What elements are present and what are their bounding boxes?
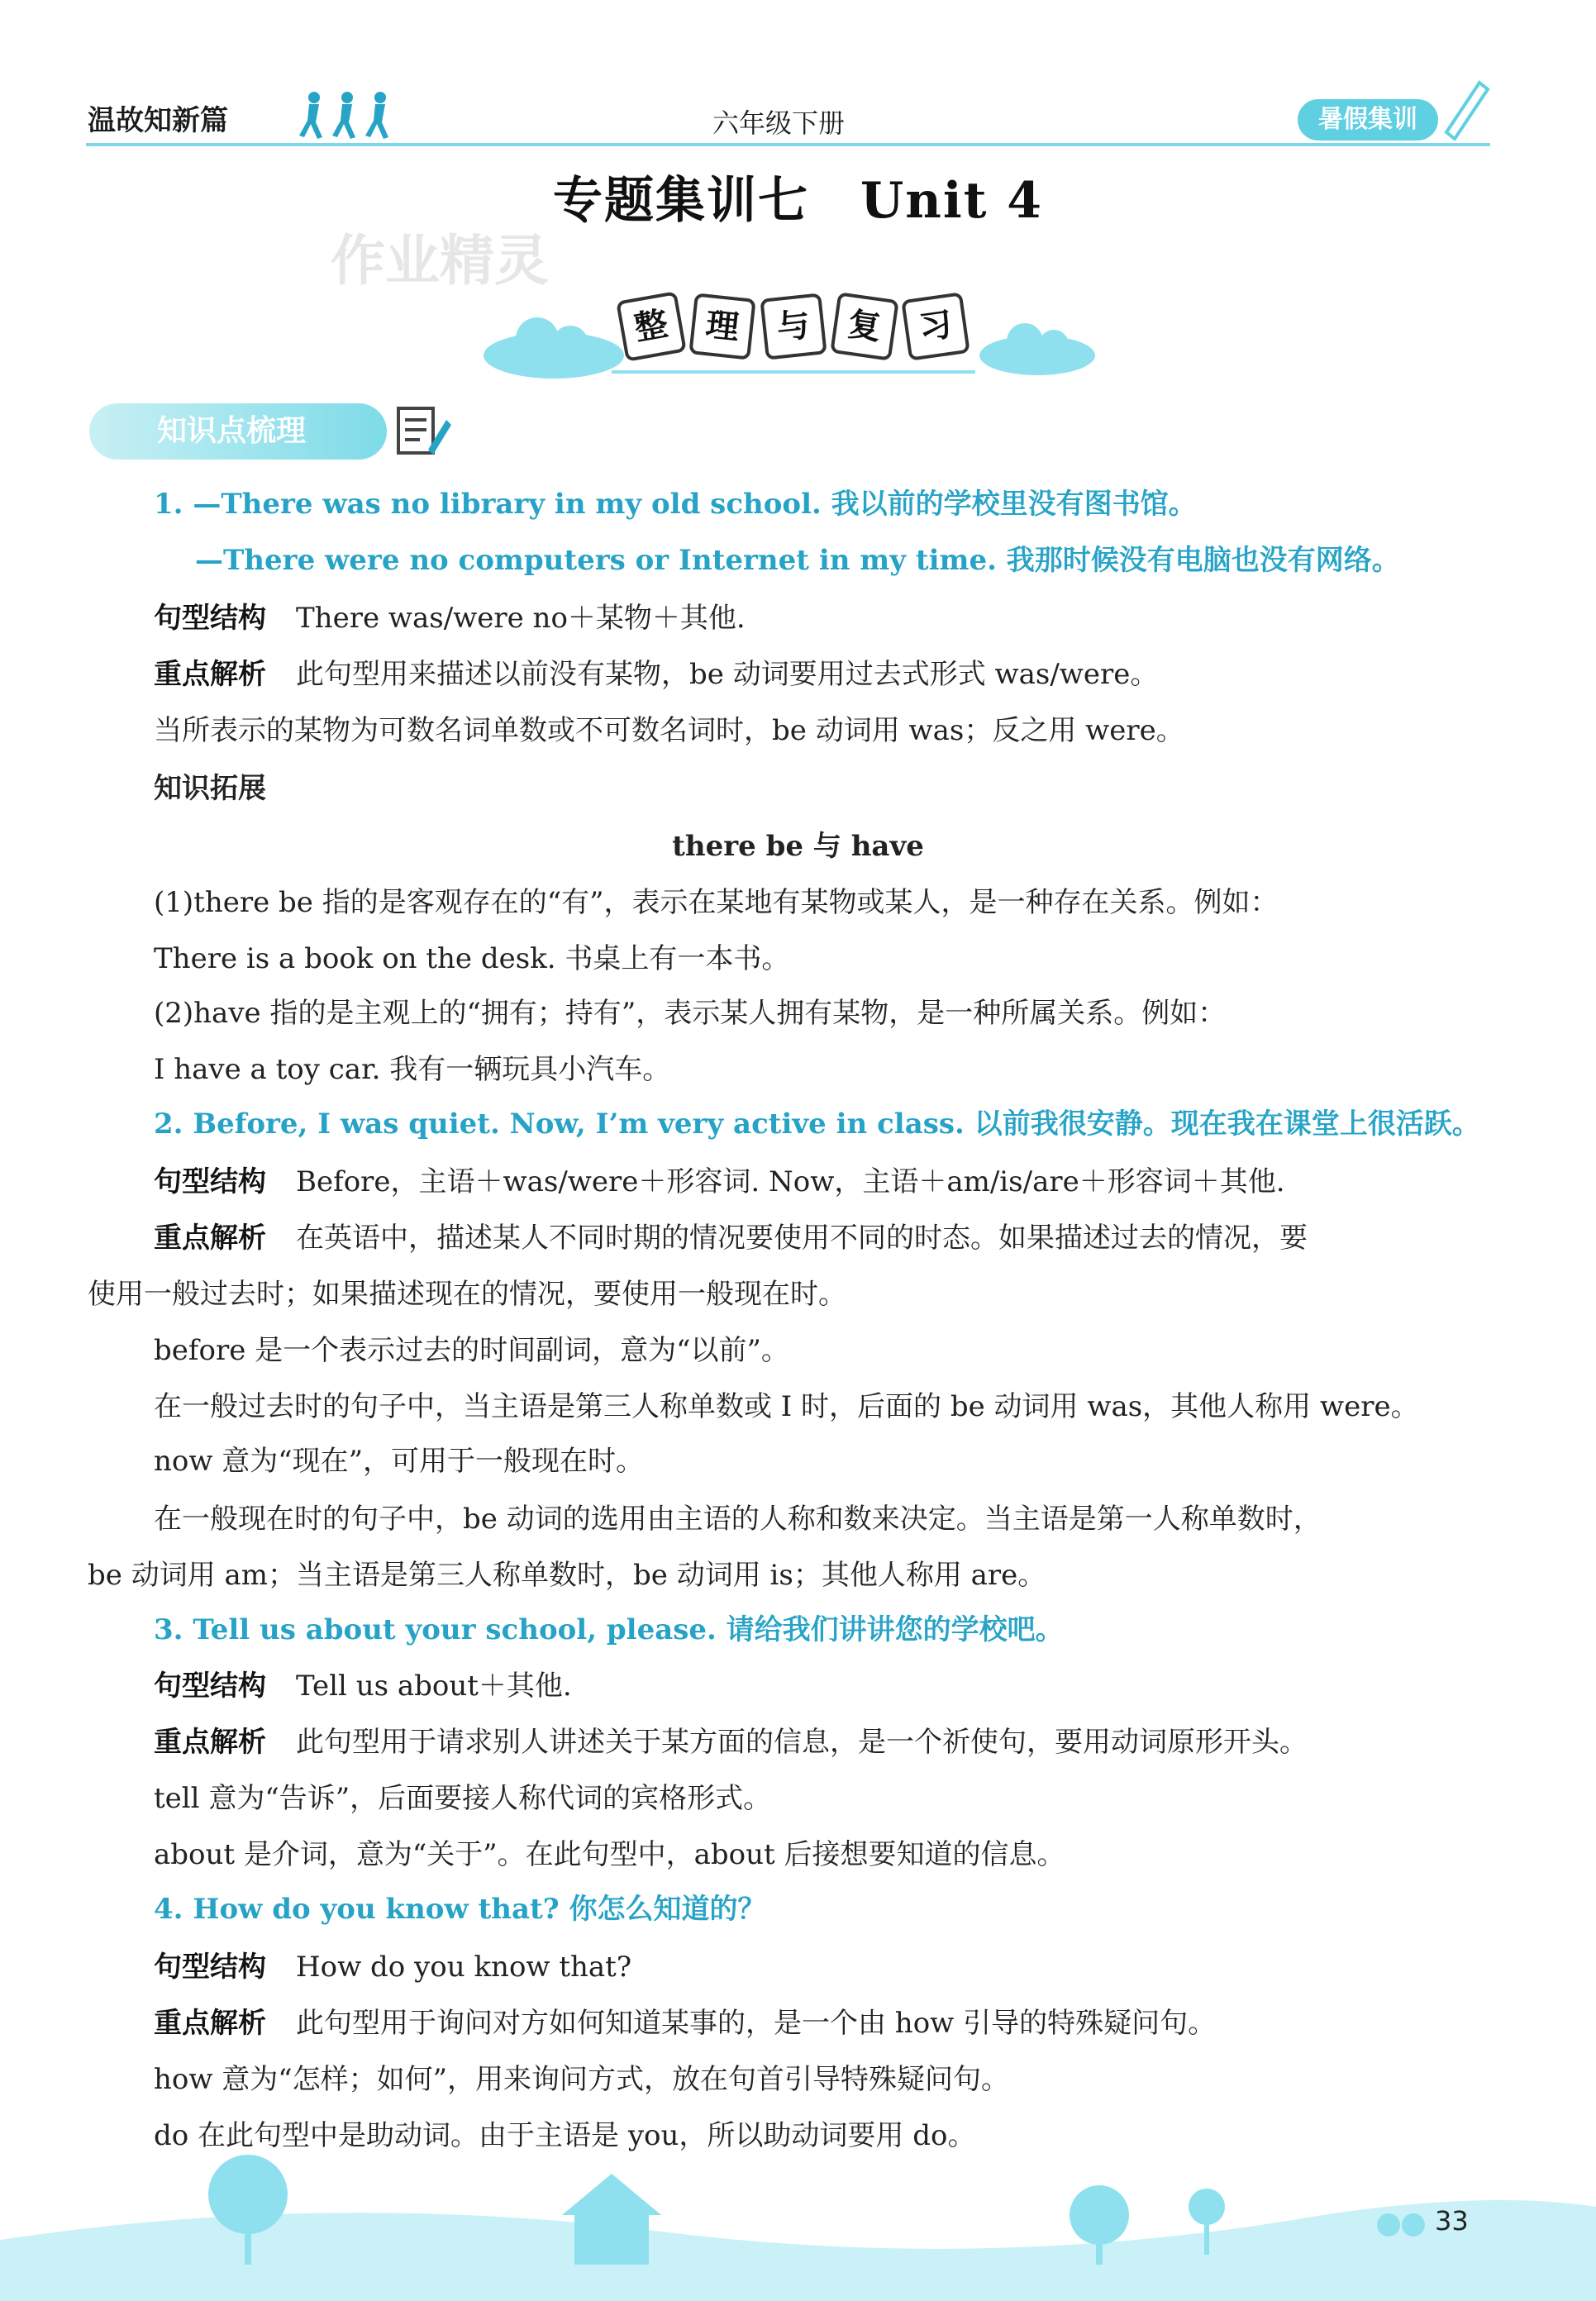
badge-char-1: 整 <box>616 291 687 362</box>
watermark: 作业精灵 <box>331 229 549 293</box>
body-line <box>154 1445 644 1479</box>
section-banner <box>89 403 387 460</box>
line-text: 3. Tell us about your school, please. 请给我们讲讲您的学校吧。 <box>154 1613 1064 1646</box>
body-line <box>154 1334 789 1368</box>
page-number: 33 <box>1435 2205 1469 2237</box>
line-label: 重点解析 <box>154 658 266 691</box>
line-text: Tell us about＋其他. <box>296 1670 572 1703</box>
line-text: (1)there be 指的是客观存在的“有”，表示在某地有某物或某人，是一种存在关系。例如： <box>154 886 1279 919</box>
body-line <box>154 2007 1216 2041</box>
body-line <box>154 1670 572 1703</box>
body-line <box>154 1893 766 1927</box>
line-label: 句型结构 <box>154 1165 266 1198</box>
line-text: There is a book on the desk. 书桌上有一本书。 <box>154 942 790 975</box>
line-text: 知识拓展 <box>154 772 266 805</box>
line-label: 句型结构 <box>154 1951 266 1984</box>
section-title: 知识点梳理 <box>157 414 307 448</box>
body-line <box>154 1108 1480 1141</box>
body-line <box>154 488 1197 522</box>
body-line <box>154 1613 1064 1647</box>
line-text: how 意为“怎样；如何”，用来询问方式，放在句首引导特殊疑问句。 <box>154 2063 1010 2096</box>
line-text: 1. —There was no library in my old school. 我以前的学校里没有图书馆。 <box>154 488 1197 521</box>
line-text: about 是介词，意为“关于”。在此句型中，about 后接想要知道的信息。 <box>154 1838 1065 1871</box>
review-badge <box>612 296 975 374</box>
body-line <box>195 544 1400 578</box>
line-text: How do you know that? <box>296 1951 632 1984</box>
body-line <box>154 772 266 806</box>
line-text: 在一般现在时的句子中，be 动词的选用由主语的人称和数来决定。当主语是第一人称单数时， <box>154 1503 1322 1536</box>
badge-char-5: 习 <box>901 292 970 361</box>
line-label: 句型结构 <box>154 1670 266 1703</box>
header-center: 六年级下册 <box>712 107 846 139</box>
badge-char-3: 与 <box>760 293 827 360</box>
line-text: 在一般过去时的句子中，当主语是第三人称单数或 I 时，后面的 be 动词用 was，其他人称用 were。 <box>154 1390 1419 1423</box>
line-text: There was/were no＋某物＋其他. <box>296 602 746 635</box>
line-text: do 在此句型中是助动词。由于主语是 you，所以助动词要用 do。 <box>154 2119 976 2152</box>
body-line <box>154 658 1158 692</box>
line-text: —There were no computers or Internet in my time. 我那时候没有电脑也没有网络。 <box>195 544 1400 577</box>
line-text: 使用一般过去时；如果描述现在的情况，要使用一般现在时。 <box>88 1278 846 1311</box>
line-text: 在英语中，描述某人不同时期的情况要使用不同的时态。如果描述过去的情况，要 <box>296 1222 1308 1255</box>
pencil-icon <box>1438 74 1496 141</box>
body-line <box>154 886 1278 920</box>
body-line <box>154 602 746 636</box>
body-line <box>154 1390 1419 1424</box>
body-line <box>88 1559 1046 1593</box>
line-text: now 意为“现在”，可用于一般现在时。 <box>154 1445 645 1478</box>
line-text: before 是一个表示过去的时间副词，意为“以前”。 <box>154 1334 789 1367</box>
line-text: 4. How do you know that? 你怎么知道的？ <box>154 1893 766 1926</box>
page-title: 专题集训七 Unit 4 <box>552 172 1044 230</box>
body-line <box>154 1165 1285 1199</box>
body-line <box>154 1838 1065 1872</box>
cloud-right-icon <box>975 318 1099 376</box>
line-text: 此句型用于请求别人讲述关于某方面的信息，是一个祈使句，要用动词原形开头。 <box>296 1726 1308 1759</box>
body-line <box>154 714 1184 748</box>
line-label: 重点解析 <box>154 2007 266 2040</box>
line-text: 此句型用于询问对方如何知道某事的，是一个由 how 引导的特殊疑问句。 <box>296 2007 1217 2040</box>
body-line <box>154 2063 1009 2097</box>
body-line <box>154 1726 1308 1760</box>
line-text: Before，主语＋was/were＋形容词. Now，主语＋am/is/are＋形容词＋其他. <box>296 1165 1285 1198</box>
line-text: 2. Before, I was quiet. Now, I’m very active in class. 以前我很安静。现在我在课堂上很活跃。 <box>154 1108 1480 1141</box>
body-line <box>0 830 1596 864</box>
badge-char-4: 复 <box>830 292 899 361</box>
line-text: 此句型用来描述以前没有某物，be 动词要用过去式形式 was/were。 <box>296 658 1159 691</box>
body-line <box>154 1503 1322 1536</box>
line-text: (2)have 指的是主观上的“拥有；持有”，表示某人拥有某物，是一种所属关系。例如： <box>154 997 1227 1030</box>
body-line <box>154 942 789 976</box>
body-line <box>88 1278 846 1312</box>
notepad-icon <box>395 403 453 460</box>
line-label: 重点解析 <box>154 1726 266 1759</box>
line-text: there be 与 have <box>672 830 924 863</box>
body-line <box>154 997 1226 1031</box>
header-left: 温故知新篇 <box>88 104 228 137</box>
body-line <box>154 1222 1308 1255</box>
line-label: 重点解析 <box>154 1222 266 1255</box>
hills-decoration <box>0 2116 1596 2301</box>
body-line <box>154 1951 631 1984</box>
line-text: 当所表示的某物为可数名词单数或不可数名词时，be 动词用 was；反之用 were。 <box>154 714 1184 747</box>
body-line <box>154 1053 670 1087</box>
line-label: 句型结构 <box>154 602 266 635</box>
line-text: be 动词用 am；当主语是第三人称单数时，be 动词用 is；其他人称用 are。 <box>88 1559 1046 1592</box>
header-right-label: 暑假集训 <box>1318 105 1417 134</box>
header-divider <box>86 143 1490 146</box>
body-line <box>154 1782 771 1816</box>
cloud-left-icon <box>479 314 628 380</box>
badge-char-2: 理 <box>688 293 755 360</box>
line-text: I have a toy car. 我有一辆玩具小汽车。 <box>154 1053 671 1086</box>
running-kids-icon <box>298 89 397 142</box>
header-right-badge <box>1298 99 1438 141</box>
line-text: tell 意为“告诉”，后面要接人称代词的宾格形式。 <box>154 1782 772 1815</box>
